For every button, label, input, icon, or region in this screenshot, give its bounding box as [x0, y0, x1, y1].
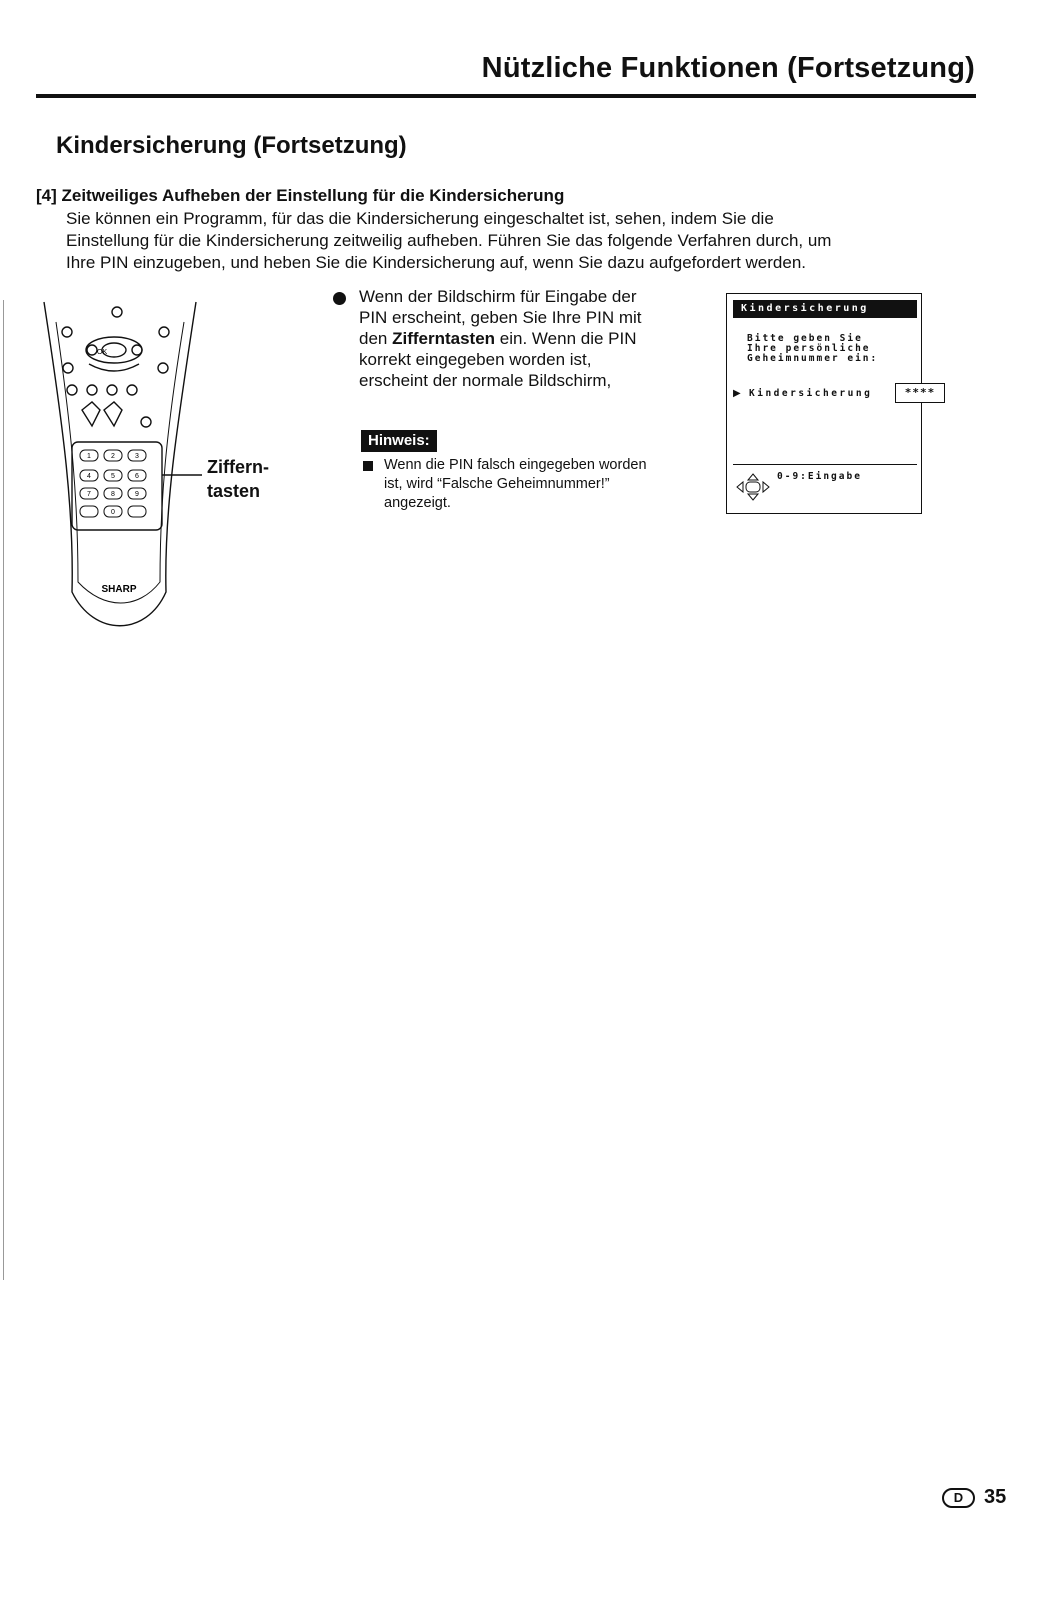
- header-rule: [36, 94, 976, 98]
- digit-key: 0: [111, 509, 115, 516]
- page-header-title: Nützliche Funktionen (Fortsetzung): [481, 52, 975, 84]
- osd-divider: [733, 464, 917, 465]
- osd-prompt-line: Geheimnummer ein:: [747, 353, 879, 364]
- instruction-text-part: ein. Wenn die PIN korrekt eingegeben worden ist, erscheint der normale Bildschirm,: [359, 329, 637, 390]
- osd-screen: [726, 293, 922, 514]
- intro-paragraph: [66, 208, 986, 274]
- digit-key: 2: [111, 453, 115, 460]
- note-text: Wenn die PIN falsch eingegeben worden ist, wird “Falsche Geheimnummer!” angezeigt.: [384, 457, 647, 511]
- instruction-bold-term: Zifferntasten: [392, 329, 496, 348]
- osd-prompt-line: Ihre persönliche: [747, 343, 871, 354]
- osd-pin-field: ****: [895, 383, 945, 403]
- osd-nav-pad-icon: [733, 472, 773, 502]
- callout-line: Ziffern-: [207, 457, 269, 477]
- step-heading: [4] Zeitweiliges Aufheben der Einstellung für die Kindersicherung: [36, 186, 565, 205]
- osd-prompt-line: Bitte geben Sie: [747, 333, 863, 344]
- osd-title: Kindersicherung: [733, 300, 917, 318]
- digit-key: 8: [111, 491, 115, 498]
- remote-control-illustration: [34, 292, 204, 642]
- digit-key: 4: [87, 473, 91, 480]
- instruction-text: [359, 286, 659, 391]
- ok-key-label: OK: [97, 349, 108, 356]
- intro-line: Einstellung für die Kindersicherung zeitweilig aufheben. Führen Sie das folgende Verfahren durch, um: [66, 231, 832, 250]
- intro-line: Sie können ein Programm, für das die Kindersicherung eingeschaltet ist, sehen, indem Sie die: [66, 209, 774, 228]
- digit-key: 6: [135, 473, 139, 480]
- osd-prompt: [747, 334, 915, 364]
- osd-hint: 0-9:Eingabe: [777, 471, 862, 482]
- remote-brand-logo: SHARP: [101, 584, 137, 595]
- bullet-dot-icon: [333, 292, 346, 305]
- digit-key: 5: [111, 473, 115, 480]
- ziffern-callout-label: [207, 455, 269, 503]
- digit-key: 1: [87, 453, 91, 460]
- osd-selection-arrow-icon: ▶: [733, 388, 741, 399]
- instruction-text-part: Wenn der Bildschirm für Eingabe der PIN erscheint, geben Sie Ihre PIN mit den: [359, 287, 642, 348]
- note-square-icon: [363, 461, 373, 471]
- scan-margin-line: [3, 300, 4, 1280]
- intro-line: Ihre PIN einzugeben, und heben Sie die Kindersicherung auf, wenn Sie dazu aufgefordert werden.: [66, 253, 806, 272]
- language-badge: D: [942, 1488, 975, 1508]
- section-title: Kindersicherung (Fortsetzung): [56, 132, 407, 159]
- digit-key: 7: [87, 491, 91, 498]
- remote-control-icon: [34, 292, 204, 637]
- page-number: 35: [984, 1486, 1007, 1508]
- osd-menu-item: Kindersicherung: [749, 388, 873, 399]
- note-badge: Hinweis:: [361, 430, 437, 452]
- digit-key: 9: [135, 491, 139, 498]
- callout-line: tasten: [207, 481, 261, 501]
- digit-key: 3: [135, 453, 139, 460]
